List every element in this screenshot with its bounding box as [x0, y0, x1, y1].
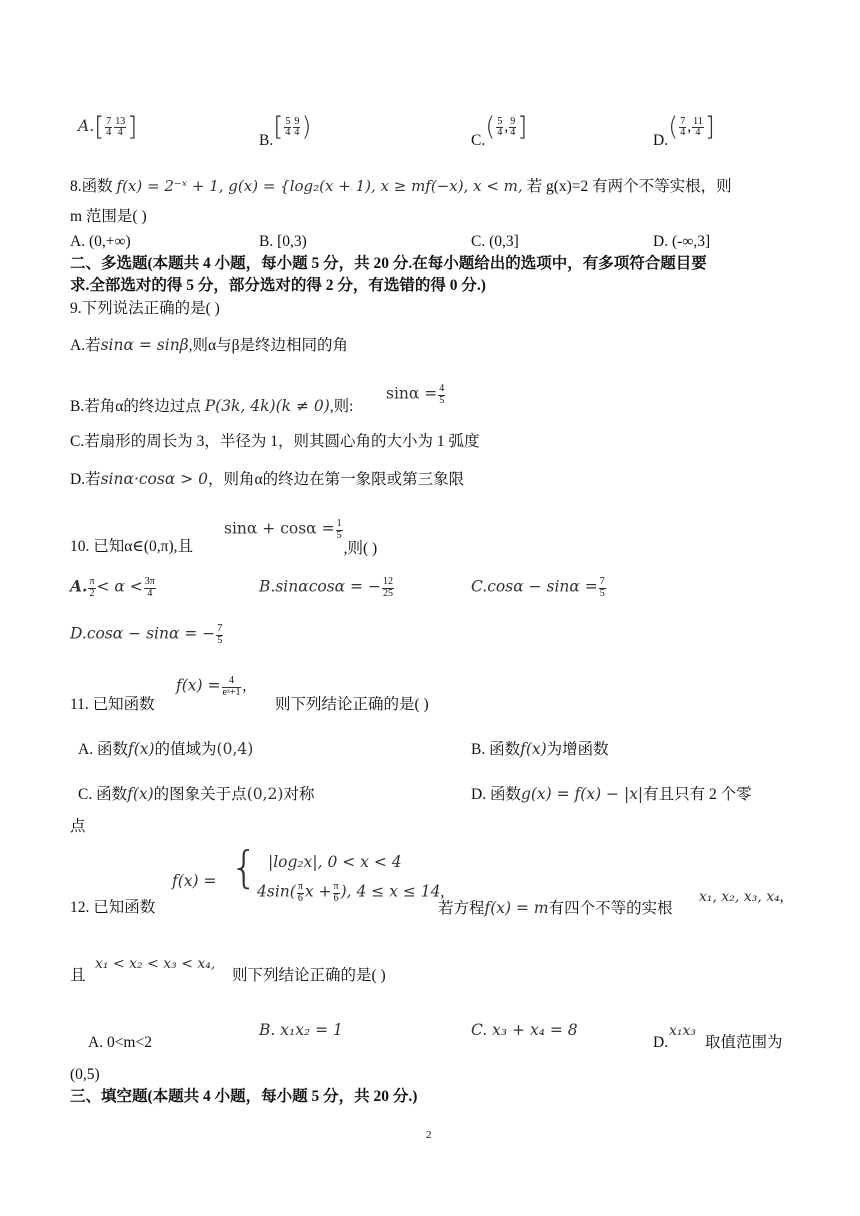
q9-option-d: D.若sinα·cosα > 0，则角α的终边在第一象限或第三象限: [70, 470, 465, 488]
q11-option-b: B. 函数f(x)为增函数: [471, 740, 609, 758]
q10-stem: 10. 已知α∈(0,π),且: [70, 538, 193, 555]
q9-option-b-result: sinα = $\frac{4}{5}$: [386, 383, 445, 406]
q7-option-c: C.( $\frac{5}{4}$ , $\frac{9}{4}$ ]: [471, 112, 528, 150]
q9-option-c: C.若扇形的周长为 3，半径为 1，则其圆心角的大小为 1 弧度: [70, 433, 480, 450]
q7-option-d: D.( $\frac{7}{4}$ , $\frac{11}{4}$ ]: [653, 112, 715, 150]
q9-option-a: A.若sinα = sinβ,则α与β是终边相同的角: [70, 336, 349, 354]
q8-option-c: C. (0,3]: [471, 233, 519, 250]
q10-condition: sinα + cosα = $\frac{1}{5}$ ,则( ): [224, 518, 378, 557]
q11-option-d-cont: 点: [70, 818, 86, 835]
q8-option-b: B. [0,3): [259, 233, 307, 250]
q12-case-2: 4sin( $\frac{\pi}{6}$ x + $\frac{\pi}{6}$ ), 4 ≤ x ≤ 14,: [257, 881, 445, 904]
section2-heading: 二、多选题(本题共 4 小题，每小题 5 分，共 20 分.在每小题给出的选项中，有多项符合题目要: [70, 255, 707, 272]
q12-stem: 12. 已知函数: [70, 899, 156, 916]
q12-option-c: C. x₃ + x₄ = 8: [471, 1021, 578, 1039]
q12-brace: {: [230, 842, 258, 893]
q12-function-lhs: f(x) =: [172, 872, 217, 890]
q8-stem: 8.函数 f(x) = 2⁻ˣ + 1, g(x) = {log₂(x + 1), x ≥ mf(−x), x < m, 若 g(x)=2 有两个不等实根，则: [70, 177, 732, 195]
q12-option-b: B. x₁x₂ = 1: [259, 1021, 343, 1039]
q12-option-d-text: 取值范围为: [705, 1034, 783, 1051]
q9-stem: 9.下列说法正确的是( ): [70, 300, 220, 317]
section2-heading-line2: 求.全部选对的得 5 分，部分选对的得 2 分，有选错的得 0 分.): [70, 277, 486, 294]
q9-option-b: B.若角α的终边过点 P(3k, 4k)(k ≠ 0),则:: [70, 397, 354, 415]
q12-line2: 且: [70, 967, 86, 984]
q12-option-d-expr: x₁x₃: [669, 1023, 697, 1039]
q11-stem: 11. 已知函数: [70, 696, 155, 713]
q8-option-a: A. (0,+∞): [70, 233, 131, 250]
q7-option-a: A.[ $\frac{7}{4}$ $\frac{13}{4}$ ]: [78, 112, 138, 142]
q12-option-d: D.: [653, 1034, 669, 1051]
q10-option-d: D.cosα − sinα = − $\frac{7}{5}$: [70, 623, 223, 646]
page-number: 2: [426, 1129, 432, 1141]
q11-option-d: D. 函数g(x) = f(x) − |x|有且只有 2 个零: [471, 785, 752, 803]
q12-line2-end: 则下列结论正确的是( ): [232, 967, 386, 984]
q8-stem-line2: m 范围是( ): [70, 208, 147, 225]
q10-option-b: B.sinαcosα = − $\frac{12}{25}$: [259, 576, 393, 599]
q10-option-c: C.cosα − sinα = $\frac{7}{5}$: [471, 576, 605, 599]
q11-option-c: C. 函数f(x)的图象关于点(0,2)对称: [78, 785, 315, 803]
q7-option-b: B.[ $\frac{5}{4}$ $\frac{9}{4}$ ): [259, 112, 312, 150]
q11-function: f(x) = $\frac{4}{\text{eˣ+1}}$ ,: [176, 675, 247, 698]
q11-option-a: A. 函数f(x)的值域为(0,4): [78, 740, 254, 758]
q12-roots: x₁, x₂, x₃, x₄,: [699, 888, 784, 905]
q12-case-1: |log₂x|, 0 < x < 4: [268, 853, 402, 871]
q10-option-a: A. $\frac{\pi}{2}$ < α < $\frac{3\pi}{4}$: [70, 576, 155, 599]
q11-stem-end: 则下列结论正确的是( ): [275, 696, 429, 713]
q12-option-d-cont: (0,5): [70, 1066, 100, 1083]
section3-heading: 三、填空题(本题共 4 小题，每小题 5 分，共 20 分.): [70, 1088, 418, 1105]
q12-option-a: A. 0<m<2: [88, 1034, 152, 1051]
q12-order: x₁ < x₂ < x₃ < x₄,: [95, 956, 216, 972]
q8-option-d: D. (-∞,3]: [653, 233, 711, 250]
q12-stem-mid: 若方程f(x) = m有四个不等的实根: [438, 899, 673, 917]
